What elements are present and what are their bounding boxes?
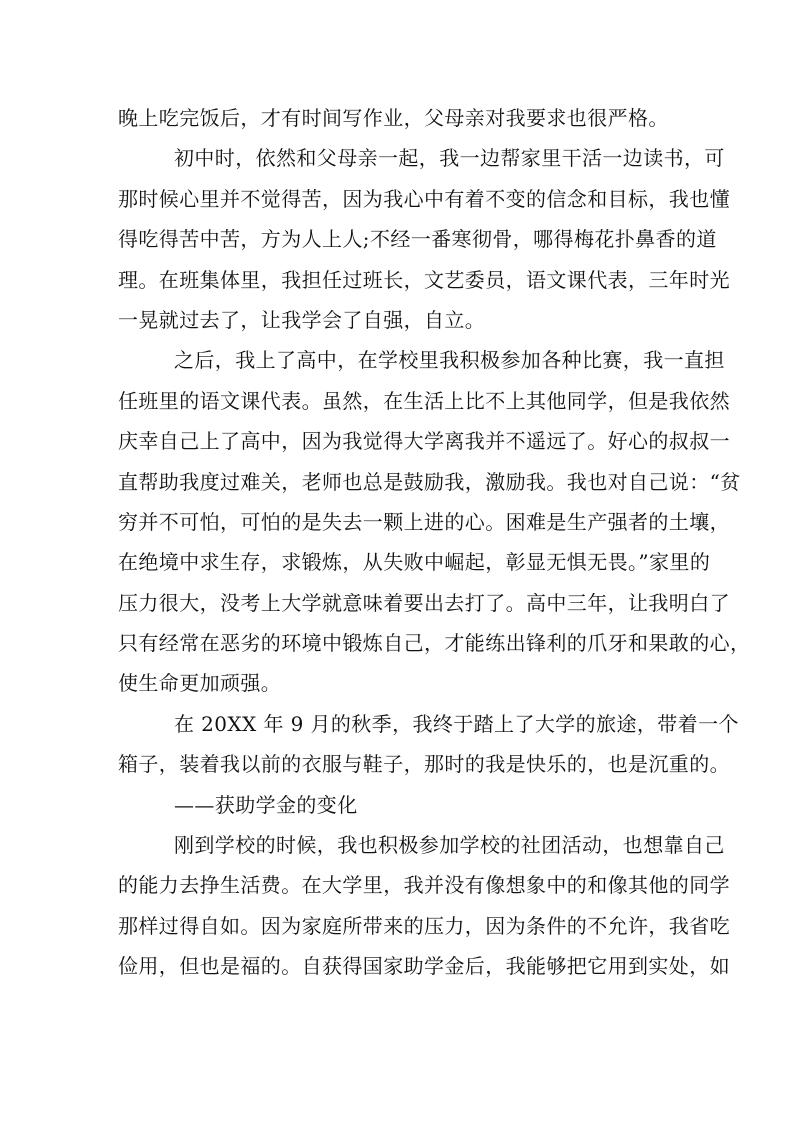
text-line: 理。在班集体里，我担任过班长，文艺委员，语文课代表，三年时光 — [118, 267, 730, 292]
text-line: 箱子，装着我以前的衣服与鞋子，那时的我是快乐的，也是沉重的。 — [118, 752, 730, 777]
paragraph-3 — [118, 340, 751, 704]
text-line: 一晃就过去了，让我学会了自强，自立。 — [118, 307, 486, 332]
text-line: 庆幸自己上了高中，因为我觉得大学离我并不遥远了。好心的叔叔一 — [118, 429, 730, 454]
text-line: 任班里的语文课代表。虽然，在生活上比不上其他同学，但是我依然 — [118, 388, 730, 413]
paragraph-2 — [118, 138, 730, 340]
text-line: 刚到学校的时候，我也积极参加学校的社团活动，也想靠自己 — [174, 833, 725, 858]
text-line: 的能力去挣生活费。在大学里，我并没有像想象中的和像其他的同学 — [118, 873, 730, 898]
text-line: 在 20XX 年 9 月的秋季，我终于踏上了大学的旅途，带着一个 — [174, 711, 739, 736]
text-line: 俭用，但也是福的。自获得国家助学金后，我能够把它用到实处，如 — [118, 954, 730, 979]
text-line: 得吃得苦中苦，方为人上人;不经一番寒彻骨，哪得梅花扑鼻香的道 — [118, 227, 717, 252]
text-line: 在绝境中求生存，求锻炼，从失败中崛起，彰显无惧无畏。”家里的 — [118, 550, 711, 575]
text-line: 初中时，依然和父母亲一起，我一边帮家里干活一边读书，可 — [174, 146, 725, 171]
text-line: 之后，我上了高中，在学校里我积极参加各种比赛，我一直担 — [174, 348, 725, 373]
text-line: 晚上吃完饭后，才有时间写作业，父母亲对我要求也很严格。 — [118, 106, 669, 130]
paragraph-5 — [118, 825, 730, 987]
text-line: 穷并不可怕，可怕的是失去一颗上进的心。困难是生产强者的土壤， — [118, 509, 730, 534]
text-line: 那样过得自如。因为家庭所带来的压力，因为条件的不允许，我省吃 — [118, 913, 730, 938]
text-line: 压力很大，没考上大学就意味着要出去打了。高中三年，让我明白了 — [118, 590, 730, 615]
document-body — [118, 98, 751, 987]
paragraph-1 — [118, 98, 678, 138]
text-line: 直帮助我度过难关，老师也总是鼓励我，激励我。我也对自己说：“贫 — [118, 469, 741, 494]
paragraph-4 — [118, 704, 739, 785]
text-line: 那时候心里并不觉得苦，因为我心中有着不变的信念和目标，我也懂 — [118, 186, 730, 211]
section-heading-text: ——获助学金的变化 — [174, 792, 358, 817]
text-line: 使生命更加顽强。 — [118, 671, 282, 696]
text-line: 只有经常在恶劣的环境中锻炼自己，才能练出锋利的爪牙和果敢的心， — [118, 631, 751, 656]
section-heading — [118, 785, 678, 825]
